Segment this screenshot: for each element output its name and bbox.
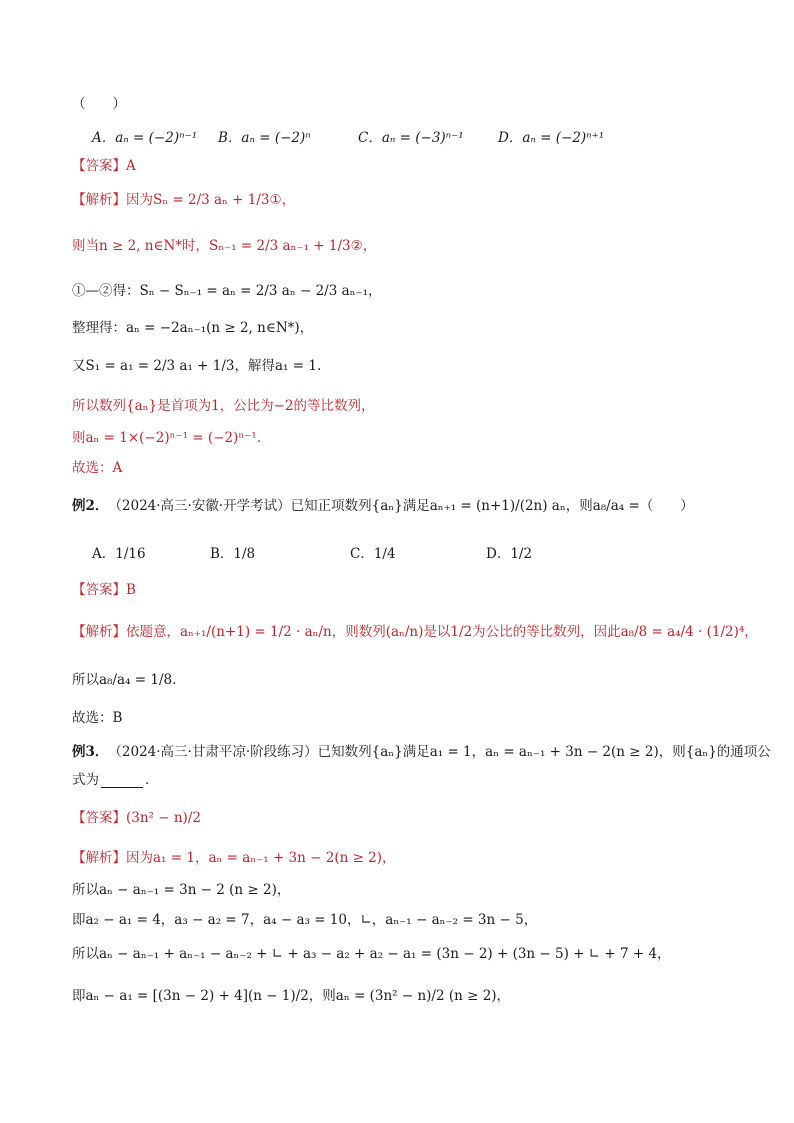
example-3-text: （2024·高三·甘肃平凉·阶段练习）已知数列{aₙ}满足a₁ = 1，aₙ = aₙ₋₁ + 3n − 2(n ≥ 2)，则{aₙ}的通项公 [108,744,771,760]
q1-analysis-line-3: ①—②得：Sₙ − Sₙ₋₁ = aₙ = 2/3 aₙ − 2/3 aₙ₋₁， [72,283,382,299]
q2-option-b: B．1/8 [210,546,256,562]
q2-option-d: D．1/2 [486,546,533,562]
q1-analysis-line-2: 则当n ≥ 2, n∈N*时，Sₙ₋₁ = 2/3 aₙ₋₁ + 1/3②， [72,238,377,254]
q2-options [92,542,754,562]
q1-analysis-line-7: 则aₙ = 1×(−2)ⁿ⁻¹ = (−2)ⁿ⁻¹. [72,430,261,446]
q3-analysis-line-5: 即aₙ − a₁ = [(3n − 2) + 4](n − 1)/2，则aₙ = (3n² − n)/2 (n ≥ 2)， [72,988,511,1004]
q1-options [92,126,754,146]
example-2-stem [72,496,754,516]
example-3-stem [72,742,771,762]
analysis-tag: 【解析】 [72,192,126,208]
q2-analysis-line-2: 所以a₈/a₄ = 1/8. [72,672,177,688]
example-2-text: （2024·高三·安徽·开学考试）已知正项数列{aₙ}满足aₙ₊₁ = (n+1)/(2n) aₙ，则a₈/a₄ =（ ） [108,498,694,514]
q3-answer: (3n² − n)/2 [126,810,201,826]
q2-option-c: C．1/4 [350,546,396,562]
answer-blank [101,773,143,788]
q1-option-d: D．aₙ = (−2)ⁿ⁺¹ [498,130,605,146]
analysis-tag-3: 【解析】 [72,850,126,866]
q3-analysis-line-2: 所以aₙ − aₙ₋₁ = 3n − 2 (n ≥ 2)， [72,882,291,898]
example-3-label: 例3． [72,744,109,760]
q2-analysis-line-1 [72,622,758,642]
q2-option-a: A．1/16 [92,546,146,562]
q1-option-b: B．aₙ = (−2)ⁿ [218,130,311,146]
analysis-tag-2: 【解析】 [72,624,126,640]
q1-option-a: A．aₙ = (−2)ⁿ⁻¹ [92,130,198,146]
answer-tag: 【答案】 [72,158,126,174]
q2-analysis-text: 依题意，aₙ₊₁/(n+1) = 1/2 · aₙ/n，则数列(aₙ/n)是以1/2为公比的等比数列，因此a₈/8 = a₄/4 · (1/2)⁴， [126,624,758,640]
q3-analysis-line-1 [72,848,754,868]
q3-analysis-text: 因为a₁ = 1，aₙ = aₙ₋₁ + 3n − 2(n ≥ 2)， [126,850,396,866]
q1-analysis-text: 因为Sₙ = 2/3 aₙ + 1/3①， [126,192,296,208]
q2-answer: B [126,582,136,598]
q3-answer-line [72,808,754,828]
answer-tag-2: 【答案】 [72,582,126,598]
q1-analysis-line-5: 又S₁ = a₁ = 2/3 a₁ + 1/3，解得a₁ = 1. [72,358,322,374]
q3-analysis-line-4: 所以aₙ − aₙ₋₁ + aₙ₋₁ − aₙ₋₂ + ∟ + a₃ − a₂ + a₂ − a₁ = (3n − 2) + (3n − 5) + ∟ + 7 + 4， [72,946,671,962]
q1-option-c: C．aₙ = (−3)ⁿ⁻¹ [358,130,464,146]
example-2-label: 例2． [72,498,109,514]
answer-tag-3: 【答案】 [72,810,126,826]
q3-analysis-line-3: 即a₂ − a₁ = 4，a₃ − a₂ = 7，a₄ − a₃ = 10，∟，aₙ₋₁ − aₙ₋₂ = 3n − 5， [72,912,538,928]
example-3-text-2: 式为 [72,772,99,788]
q2-analysis-line-3: 故选：B [72,710,123,726]
q1-analysis-line-4: 整理得：aₙ = −2aₙ₋₁(n ≥ 2, n∈N*)， [72,320,314,336]
example-3-stem-2 [72,770,754,790]
q1-answer: A [126,158,136,174]
choice-paren [72,94,754,114]
q1-analysis-line-6: 所以数列{aₙ}是首项为1，公比为−2的等比数列， [72,398,375,414]
q2-answer-line [72,580,754,600]
paren-text: （ ） [72,96,126,112]
example-3-end: ． [145,772,159,788]
q1-analysis-line-1 [72,190,754,210]
q1-answer-line [72,156,754,176]
q1-analysis-line-8: 故选：A [72,460,123,476]
